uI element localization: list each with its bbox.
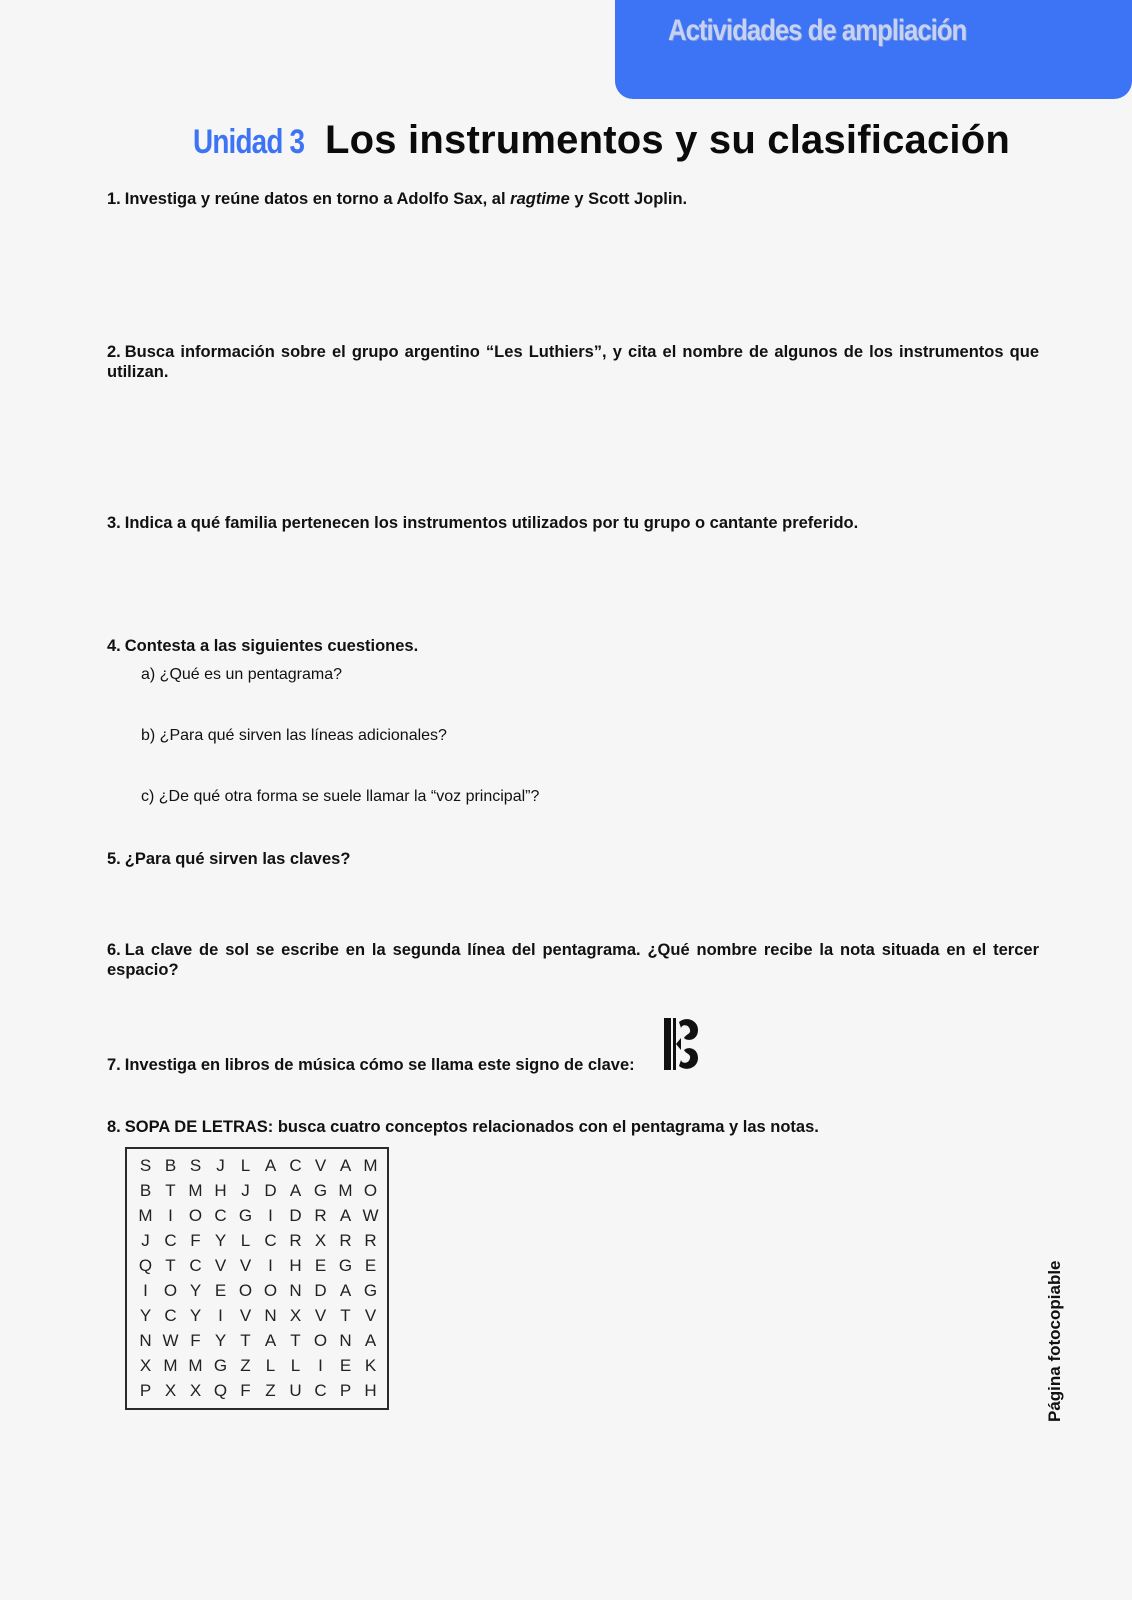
c-clef-icon — [664, 1018, 700, 1075]
word-search-cell: W — [162, 1331, 179, 1350]
word-search-cell: N — [289, 1281, 302, 1300]
word-search-cell: E — [339, 1356, 352, 1375]
word-search-cell: A — [289, 1181, 302, 1200]
question-text: La clave de sol se escribe en la segunda línea del pentagrama. ¿Qué nombre recibe la nota situada en el tercer espacio? — [107, 941, 1039, 979]
word-search-cell: O — [238, 1281, 253, 1300]
word-search-cell: V — [214, 1256, 227, 1275]
word-search-cell: D — [314, 1281, 327, 1300]
word-search-cell: S — [139, 1156, 152, 1175]
word-search-cell: Y — [139, 1306, 152, 1325]
question-text: Contesta a las siguientes cuestiones. — [124, 637, 419, 655]
word-search-cell: T — [165, 1256, 176, 1275]
word-search-cell: I — [268, 1256, 273, 1275]
word-search-cell: F — [190, 1231, 201, 1250]
word-search-cell: T — [290, 1331, 301, 1350]
word-search-cell: T — [340, 1306, 351, 1325]
word-search-cell: Z — [265, 1381, 276, 1400]
word-search-cell: I — [268, 1206, 273, 1225]
word-search-cell: Z — [240, 1356, 251, 1375]
word-search-cell: O — [363, 1181, 378, 1200]
question-text: ¿Para qué sirven las claves? — [124, 850, 351, 868]
word-search-row — [127, 1278, 387, 1303]
question-7 — [107, 1055, 1039, 1075]
word-search-cell: N — [139, 1331, 152, 1350]
word-search-cell: C — [164, 1306, 177, 1325]
word-search-cell: I — [218, 1306, 223, 1325]
word-search-cell: O — [313, 1331, 328, 1350]
word-search-cell: M — [363, 1156, 378, 1175]
question-3 — [107, 513, 1039, 533]
word-search-cell: H — [214, 1181, 227, 1200]
word-search-cell: B — [164, 1156, 177, 1175]
word-search-cell: D — [289, 1206, 302, 1225]
word-search-cell: V — [314, 1306, 327, 1325]
sub-question-c: c) ¿De qué otra forma se suele llamar la “voz principal”? — [141, 788, 540, 805]
word-search-cell: C — [189, 1256, 202, 1275]
word-search-cell: T — [240, 1331, 251, 1350]
word-search-cell: C — [264, 1231, 277, 1250]
word-search-cell: M — [188, 1356, 203, 1375]
word-search-cell: M — [138, 1206, 153, 1225]
question-text-end: y Scott Joplin. — [569, 190, 688, 208]
word-search-cell: X — [139, 1356, 152, 1375]
word-search-cell: M — [338, 1181, 353, 1200]
word-search-cell: T — [165, 1181, 176, 1200]
word-search-row — [127, 1328, 387, 1353]
question-number: 3. — [107, 514, 121, 532]
side-label: Página fotocopiable — [1045, 1260, 1064, 1422]
word-search-cell: L — [265, 1356, 276, 1375]
word-search-row — [127, 1253, 387, 1278]
question-number: 4. — [107, 637, 121, 655]
word-search-cell: D — [264, 1181, 277, 1200]
word-search-cell: G — [338, 1256, 353, 1275]
word-search-cell: C — [164, 1231, 177, 1250]
word-search-cell: F — [190, 1331, 201, 1350]
word-search-cell: J — [141, 1231, 150, 1250]
word-search-cell: C — [214, 1206, 227, 1225]
word-search-cell: A — [339, 1156, 352, 1175]
question-number: 8. — [107, 1118, 121, 1136]
word-search-cell: E — [214, 1281, 227, 1300]
word-search-cell: G — [238, 1206, 253, 1225]
question-text: Indica a qué familia pertenecen los instrumentos utilizados por tu grupo o cantante preferido. — [124, 514, 859, 532]
word-search-cell: V — [364, 1306, 377, 1325]
word-search-cell: J — [241, 1181, 250, 1200]
word-search-cell: N — [339, 1331, 352, 1350]
word-search-row — [127, 1203, 387, 1228]
word-search-cell: H — [364, 1381, 377, 1400]
question-2 — [107, 342, 1039, 382]
word-search-cell: O — [263, 1281, 278, 1300]
word-search-cell: A — [264, 1331, 277, 1350]
word-search-cell: C — [289, 1156, 302, 1175]
word-search-cell: X — [189, 1381, 202, 1400]
word-search-cell: O — [188, 1206, 203, 1225]
word-search-cell: E — [314, 1256, 327, 1275]
question-italic: ragtime — [510, 190, 570, 208]
question-4 — [107, 636, 1039, 656]
word-search-cell: J — [216, 1156, 225, 1175]
word-search-cell: I — [318, 1356, 323, 1375]
word-search-cell: G — [313, 1181, 328, 1200]
word-search-cell: I — [168, 1206, 173, 1225]
word-search-cell: E — [364, 1256, 377, 1275]
title-text: Los instrumentos y su clasificación — [325, 118, 1010, 162]
word-search-cell: H — [289, 1256, 302, 1275]
word-search-row — [127, 1153, 387, 1178]
word-search-cell: A — [364, 1331, 377, 1350]
word-search-row — [127, 1378, 387, 1403]
word-search-row — [127, 1228, 387, 1253]
question-number: 1. — [107, 190, 121, 208]
word-search-cell: V — [314, 1156, 327, 1175]
word-search-row — [127, 1303, 387, 1328]
word-search-cell: B — [139, 1181, 152, 1200]
question-number: 7. — [107, 1056, 121, 1074]
banner-title: Actividades de ampliación — [668, 14, 967, 47]
word-search-cell: G — [363, 1281, 378, 1300]
word-search-cell: V — [239, 1256, 252, 1275]
word-search-cell: W — [362, 1206, 379, 1225]
sub-question-a: a) ¿Qué es un pentagrama? — [141, 666, 343, 683]
word-search-cell: L — [290, 1356, 301, 1375]
word-search-cell: S — [189, 1156, 202, 1175]
question-number: 6. — [107, 941, 121, 959]
word-search-cell: M — [163, 1356, 178, 1375]
word-search-cell: L — [240, 1231, 251, 1250]
page-title — [193, 118, 1010, 163]
word-search-cell: C — [314, 1381, 327, 1400]
word-search-cell: Q — [138, 1256, 153, 1275]
word-search-cell: R — [364, 1231, 377, 1250]
question-1 — [107, 189, 1039, 209]
word-search-cell: R — [289, 1231, 302, 1250]
question-text: Investiga en libros de música cómo se llama este signo de clave: — [124, 1056, 635, 1074]
word-search-cell: X — [164, 1381, 177, 1400]
word-search-cell: V — [239, 1306, 252, 1325]
word-search-grid — [125, 1147, 389, 1410]
question-5 — [107, 849, 1039, 869]
word-search-cell: A — [264, 1156, 277, 1175]
word-search-cell: F — [240, 1381, 251, 1400]
word-search-cell: P — [139, 1381, 152, 1400]
word-search-cell: P — [339, 1381, 352, 1400]
word-search-cell: X — [314, 1231, 327, 1250]
question-8 — [107, 1117, 1039, 1137]
word-search-cell: Y — [189, 1306, 202, 1325]
word-search-cell: I — [143, 1281, 148, 1300]
word-search-cell: Y — [214, 1231, 227, 1250]
question-6 — [107, 940, 1039, 980]
question-number: 5. — [107, 850, 121, 868]
word-search-cell: U — [289, 1381, 302, 1400]
word-search-cell: A — [339, 1206, 352, 1225]
unit-label: Unidad 3 — [193, 123, 305, 161]
word-search-cell: Y — [214, 1331, 227, 1350]
word-search-cell: R — [314, 1206, 327, 1225]
word-search-cell: L — [240, 1156, 251, 1175]
word-search-cell: N — [264, 1306, 277, 1325]
word-search-cell: X — [289, 1306, 302, 1325]
word-search-cell: K — [364, 1356, 377, 1375]
question-number: 2. — [107, 343, 121, 361]
word-search-cell: M — [188, 1181, 203, 1200]
word-search-cell: O — [163, 1281, 178, 1300]
word-search-row — [127, 1353, 387, 1378]
question-text: Investiga y reúne datos en torno a Adolfo Sax, al — [124, 190, 511, 208]
word-search-cell: G — [213, 1356, 228, 1375]
sub-question-b: b) ¿Para qué sirven las líneas adicionales? — [141, 727, 447, 744]
word-search-row — [127, 1178, 387, 1203]
word-search-cell: R — [339, 1231, 352, 1250]
word-search-cell: A — [339, 1281, 352, 1300]
question-text: Busca información sobre el grupo argentino “Les Luthiers”, y cita el nombre de algunos de los instrumentos que utilizan. — [107, 343, 1039, 381]
question-text: SOPA DE LETRAS: busca cuatro conceptos relacionados con el pentagrama y las notas. — [124, 1118, 819, 1136]
word-search-cell: Y — [189, 1281, 202, 1300]
word-search-cell: Q — [213, 1381, 228, 1400]
